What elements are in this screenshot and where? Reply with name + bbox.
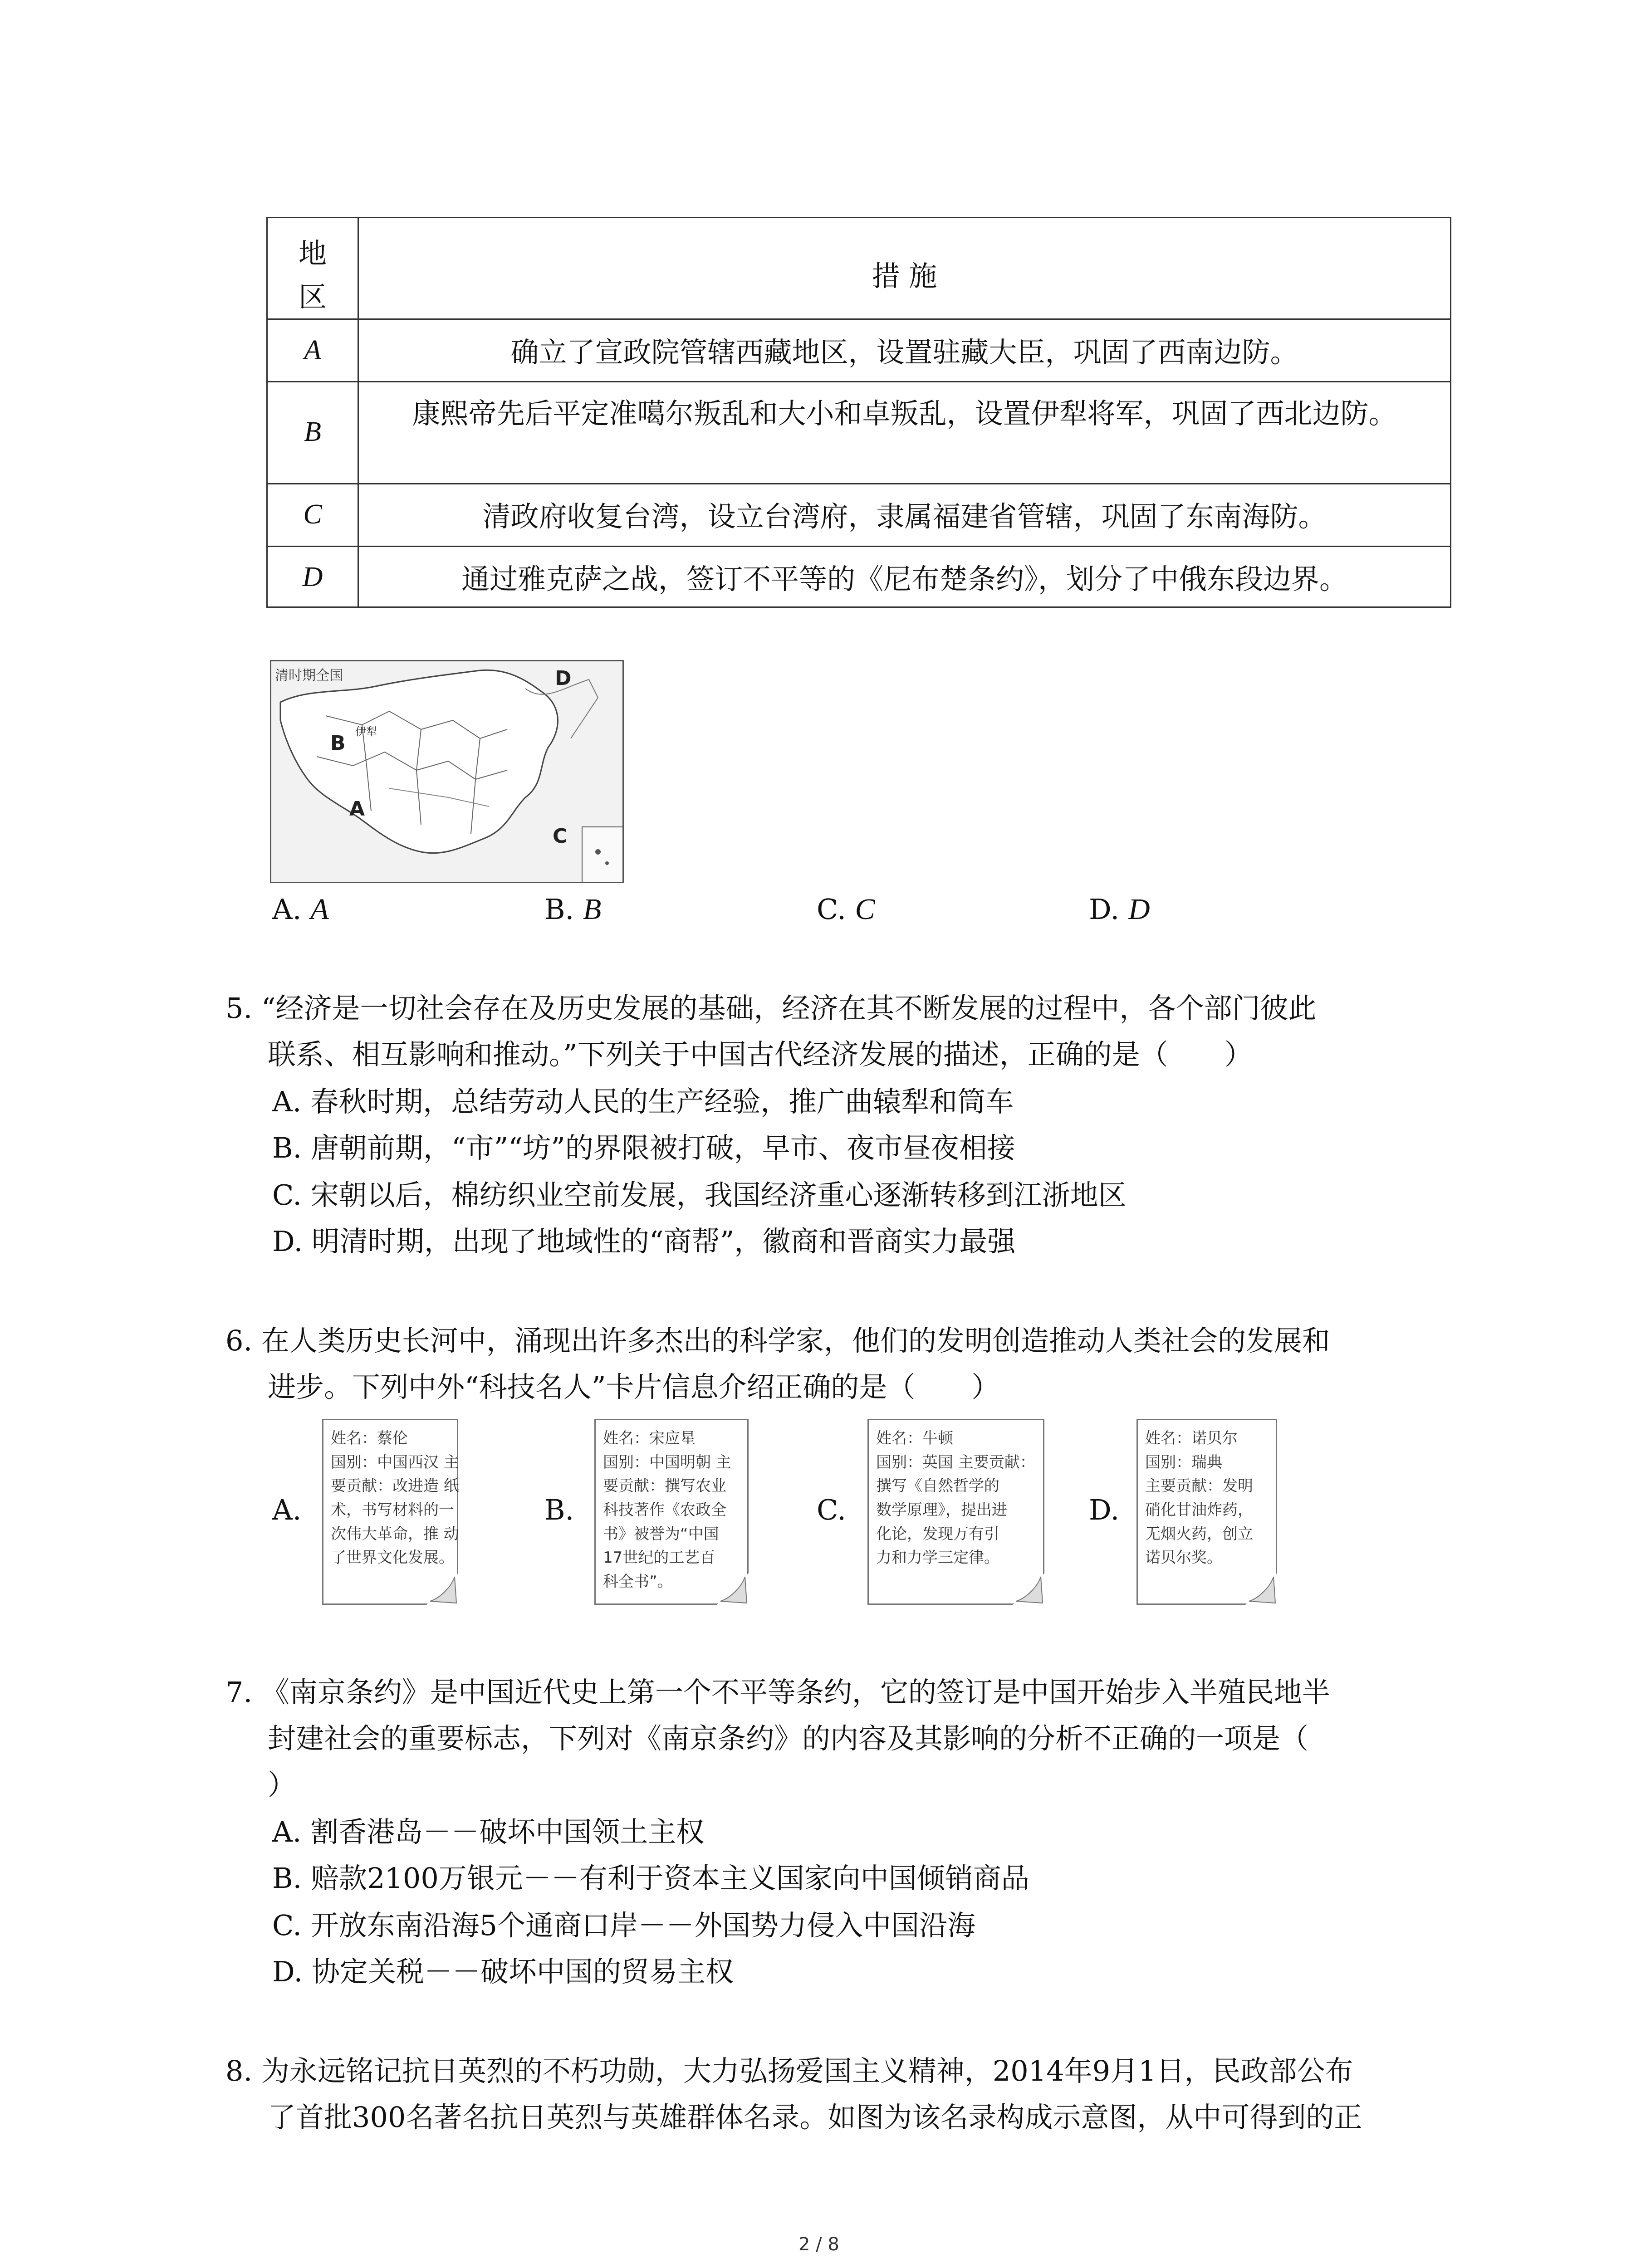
card-line: 科全书”。: [603, 1573, 673, 1591]
card-line: 姓名：宋应星: [603, 1429, 696, 1447]
question-7-option-c[interactable]: C. 开放东南沿海5个通商口岸－－外国势力侵入中国沿海: [272, 1909, 976, 1942]
card-line: 姓名：诺贝尔: [1145, 1429, 1238, 1447]
question-6-option-a[interactable]: A.: [272, 1493, 302, 1526]
card-line: 力和力学三定律。: [876, 1549, 999, 1567]
table-row-region: C: [303, 499, 322, 530]
question-7-text: ）: [268, 1768, 296, 1801]
tech-card-d[interactable]: [1136, 1419, 1277, 1605]
table-row-measure: 通过雅克萨之战，签订不平等的《尼布楚条约》，划分了中俄东段边界。: [461, 562, 1347, 596]
map-label-b: B: [330, 732, 346, 755]
card-line: 化论，发现万有引: [876, 1525, 999, 1543]
question-5-text: 5. “经济是一切社会存在及历史发展的基础，经济在其不断发展的过程中，各个部门彼此: [225, 992, 1317, 1025]
table-divider: [268, 546, 1450, 547]
page-curl-icon: [1245, 1573, 1277, 1605]
card-line: 国别：中国明朝 主: [603, 1453, 731, 1471]
question-7-text: 封建社会的重要标志，下列对《南京条约》的内容及其影响的分析不正确的一项是（: [268, 1722, 1309, 1755]
table-row-measure: 康熙帝先后平定准噶尔叛乱和大小和卓叛乱，设置伊犁将军，巩固了西北边防。: [412, 397, 1397, 430]
card-line: 书》被誉为“中国: [603, 1525, 719, 1543]
card-line: 姓名：牛顿: [876, 1429, 953, 1447]
page-curl-icon: [717, 1573, 749, 1605]
page-number: 2 / 8: [798, 2234, 839, 2255]
card-line: 主要贡献：发明: [1145, 1477, 1253, 1496]
card-line: 撰写《自然哲学的: [876, 1477, 999, 1496]
card-line: 无烟火药，创立: [1145, 1525, 1253, 1543]
table-header-measure: 措 施: [872, 259, 937, 293]
map-title: 清时期全国: [275, 668, 343, 684]
card-line: 数学原理》，提出进: [876, 1501, 1007, 1520]
card-line: 科技著作《农政全: [603, 1501, 726, 1520]
table-divider: [268, 381, 1450, 382]
question-6-option-d[interactable]: D.: [1089, 1493, 1120, 1526]
map-label-c: C: [553, 825, 568, 848]
question-8-text: 了首批300名著名抗日英烈与英雄群体名录。如图为该名录构成示意图，从中可得到的正: [268, 2101, 1362, 2134]
page-curl-icon: [426, 1573, 458, 1605]
question-5-option-c[interactable]: C. 宋朝以后，棉纺织业空前发展，我国经济重心逐渐转移到江浙地区: [272, 1178, 1127, 1212]
option-c[interactable]: C. C: [817, 893, 875, 926]
table-row-region: D: [302, 562, 323, 592]
qing-dynasty-map: [270, 660, 624, 883]
card-line: 要贡献：改进造 纸: [331, 1477, 459, 1496]
table-divider: [268, 483, 1450, 484]
question-5-option-d[interactable]: D. 明清时期，出现了地域性的“商帮”，徽商和晋商实力最强: [272, 1225, 1016, 1258]
tech-card-a[interactable]: [322, 1419, 458, 1605]
card-line: 姓名：蔡伦: [331, 1429, 408, 1447]
option-d[interactable]: D. D: [1089, 893, 1150, 926]
measures-table: [266, 217, 1451, 608]
card-line: 国别：英国 主要贡献：: [876, 1453, 1035, 1471]
card-line: 国别：中国西汉 主: [331, 1453, 459, 1471]
question-6-option-b[interactable]: B.: [544, 1493, 574, 1526]
card-line: 17世纪的工艺百: [603, 1549, 715, 1567]
card-line: 术，书写材料的一: [331, 1501, 454, 1520]
card-line: 次伟大革命，推 动: [331, 1525, 459, 1543]
question-5-text: 联系、相互影响和推动。”下列关于中国古代经济发展的描述，正确的是（ ）: [268, 1038, 1253, 1071]
map-label-d: D: [555, 667, 572, 690]
tech-card-b[interactable]: [594, 1419, 749, 1605]
question-7-text: 7. 《南京条约》是中国近代史上第一个不平等条约，它的签订是中国开始步入半殖民地半: [225, 1676, 1330, 1709]
card-line: 诺贝尔奖。: [1145, 1549, 1222, 1567]
question-7-option-a[interactable]: A. 割香港岛－－破坏中国领土主权: [272, 1815, 705, 1848]
page-curl-icon: [1013, 1573, 1044, 1605]
question-6-text: 6. 在人类历史长河中，涌现出许多杰出的科学家，他们的发明创造推动人类社会的发展和: [225, 1324, 1330, 1357]
table-row-region: A: [304, 335, 321, 366]
table-row-measure: 确立了宣政院管辖西藏地区，设置驻藏大臣，巩固了西南边防。: [510, 336, 1298, 369]
map-small-label: 伊犁: [355, 725, 377, 738]
map-label-a: A: [349, 797, 365, 821]
card-line: 要贡献：撰写农业: [603, 1477, 726, 1496]
card-line: 了世界文化发展。: [331, 1549, 454, 1567]
question-5-option-b[interactable]: B. 唐朝前期，“市”“坊”的界限被打破，早市、夜市昼夜相接: [272, 1131, 1015, 1164]
question-8-text: 8. 为永远铭记抗日英烈的不朽功勋，大力弘扬爱国主义精神，2014年9月1日，民政部公布: [225, 2054, 1353, 2087]
option-b[interactable]: B. B: [544, 893, 602, 926]
card-line: 国别：瑞典: [1145, 1453, 1222, 1471]
table-divider: [268, 318, 1450, 320]
question-6-option-c[interactable]: C.: [817, 1493, 846, 1526]
question-5-option-a[interactable]: A. 春秋时期，总结劳动人民的生产经验，推广曲辕犁和筒车: [272, 1085, 1014, 1118]
tech-card-c[interactable]: [867, 1419, 1044, 1605]
question-7-option-b[interactable]: B. 赔款2100万银元－－有利于资本主义国家向中国倾销商品: [272, 1862, 1029, 1895]
map-drawing: [271, 661, 624, 883]
option-a[interactable]: A. A: [272, 893, 329, 926]
question-7-option-d[interactable]: D. 协定关税－－破坏中国的贸易主权: [272, 1955, 734, 1988]
question-6-text: 进步。下列中外“科技名人”卡片信息介绍正确的是（ ）: [268, 1370, 1000, 1403]
table-header-region: 地 区: [298, 237, 327, 314]
table-row-region: B: [304, 416, 321, 447]
table-row-measure: 清政府收复台湾，设立台湾府，隶属福建省管辖，巩固了东南海防。: [482, 500, 1327, 533]
card-line: 硝化甘油炸药，: [1145, 1501, 1253, 1520]
